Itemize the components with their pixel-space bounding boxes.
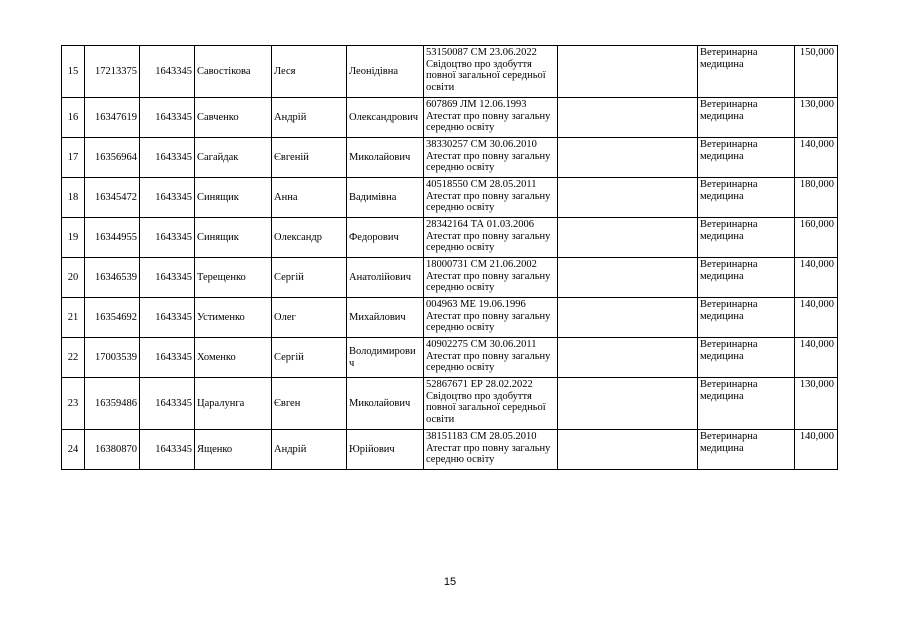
score-cell: 180,000 bbox=[795, 178, 838, 218]
last-name-cell: Хоменко bbox=[195, 338, 272, 378]
education-document-cell bbox=[424, 46, 558, 98]
program-code-cell: 1643345 bbox=[140, 98, 195, 138]
education-document-line: 53150087 СМ 23.06.2022 bbox=[426, 47, 537, 58]
table-row bbox=[62, 98, 838, 138]
program-code-cell: 1643345 bbox=[140, 218, 195, 258]
row-number-cell: 19 bbox=[62, 218, 85, 258]
education-document-line: Атестат про повну загальну bbox=[426, 190, 551, 202]
specialty-cell bbox=[698, 178, 795, 218]
first-name-cell: Сергій bbox=[272, 258, 347, 298]
first-name-cell: Олександр bbox=[272, 218, 347, 258]
row-number-cell: 23 bbox=[62, 378, 85, 430]
education-document-line: 18000731 СМ 21.06.2002 bbox=[426, 259, 537, 270]
applicants-table-wrapper bbox=[61, 45, 838, 470]
first-name-cell: Євген bbox=[272, 378, 347, 430]
score-cell: 140,000 bbox=[795, 258, 838, 298]
note-cell bbox=[558, 46, 698, 98]
specialty-line: медицина bbox=[700, 58, 744, 70]
education-document-cell bbox=[424, 258, 558, 298]
last-name-cell: Терещенко bbox=[195, 258, 272, 298]
applicant-id-cell: 17213375 bbox=[85, 46, 140, 98]
education-document-cell bbox=[424, 298, 558, 338]
page-number: 15 bbox=[443, 576, 457, 588]
program-code-cell: 1643345 bbox=[140, 46, 195, 98]
education-document-line: Атестат про повну загальну bbox=[426, 230, 551, 242]
note-cell bbox=[558, 178, 698, 218]
education-document-line: Атестат про повну загальну bbox=[426, 150, 551, 162]
note-cell bbox=[558, 258, 698, 298]
education-document-line: 004963 МЕ 19.06.1996 bbox=[426, 299, 526, 310]
score-cell: 160,000 bbox=[795, 218, 838, 258]
education-document-line: середню освіту bbox=[426, 454, 495, 465]
program-code-cell: 1643345 bbox=[140, 178, 195, 218]
education-document-line: Атестат про повну загальну bbox=[426, 310, 551, 322]
patronymic-cell: Леонідівна bbox=[347, 46, 424, 98]
row-number-cell: 24 bbox=[62, 430, 85, 470]
note-cell bbox=[558, 338, 698, 378]
score-cell: 130,000 bbox=[795, 98, 838, 138]
program-code-cell: 1643345 bbox=[140, 378, 195, 430]
education-document-line: 28342164 ТА 01.03.2006 bbox=[426, 219, 534, 230]
education-document-line: середню освіту bbox=[426, 322, 495, 333]
patronymic-cell: Олександрович bbox=[347, 98, 424, 138]
first-name-cell: Євгеній bbox=[272, 138, 347, 178]
program-code-cell: 1643345 bbox=[140, 430, 195, 470]
patronymic-cell: Федорович bbox=[347, 218, 424, 258]
patronymic-cell: Анатолійович bbox=[347, 258, 424, 298]
score-cell: 140,000 bbox=[795, 138, 838, 178]
specialty-cell bbox=[698, 98, 795, 138]
education-document-line: Атестат про повну загальну bbox=[426, 350, 551, 362]
specialty-line: Ветеринарна bbox=[700, 139, 758, 150]
program-code-cell: 1643345 bbox=[140, 138, 195, 178]
education-document-cell bbox=[424, 218, 558, 258]
education-document-line: середню освіту bbox=[426, 202, 495, 213]
specialty-cell bbox=[698, 430, 795, 470]
applicant-id-cell: 17003539 bbox=[85, 338, 140, 378]
education-document-line: 38151183 СМ 28.05.2010 bbox=[426, 431, 537, 442]
specialty-line: медицина bbox=[700, 310, 744, 322]
education-document-line: Атестат про повну загальну bbox=[426, 442, 551, 454]
education-document-line: середню освіту bbox=[426, 122, 495, 133]
last-name-cell: Савостікова bbox=[195, 46, 272, 98]
specialty-line: медицина bbox=[700, 350, 744, 362]
row-number-cell: 16 bbox=[62, 98, 85, 138]
first-name-cell: Сергій bbox=[272, 338, 347, 378]
patronymic-cell: Миколайович bbox=[347, 378, 424, 430]
table-row bbox=[62, 218, 838, 258]
last-name-cell: Устименко bbox=[195, 298, 272, 338]
table-row bbox=[62, 338, 838, 378]
patronymic-cell bbox=[347, 338, 424, 378]
education-document-line: освіти bbox=[426, 81, 455, 93]
applicant-id-cell: 16354692 bbox=[85, 298, 140, 338]
specialty-cell bbox=[698, 338, 795, 378]
education-document-cell bbox=[424, 98, 558, 138]
applicant-id-cell: 16347619 bbox=[85, 98, 140, 138]
education-document-line: 607869 ЛМ 12.06.1993 bbox=[426, 99, 527, 110]
education-document-line: 40902275 СМ 30.06.2011 bbox=[426, 339, 537, 350]
patronymic-cell: Михайлович bbox=[347, 298, 424, 338]
specialty-cell bbox=[698, 138, 795, 178]
note-cell bbox=[558, 218, 698, 258]
specialty-cell bbox=[698, 218, 795, 258]
education-document-cell bbox=[424, 430, 558, 470]
table-row bbox=[62, 378, 838, 430]
patronymic-cell: Миколайович bbox=[347, 138, 424, 178]
education-document-line: середню освіту bbox=[426, 242, 495, 253]
row-number-cell: 17 bbox=[62, 138, 85, 178]
score-cell: 130,000 bbox=[795, 378, 838, 430]
specialty-cell bbox=[698, 258, 795, 298]
specialty-line: медицина bbox=[700, 230, 744, 242]
program-code-cell: 1643345 bbox=[140, 258, 195, 298]
last-name-cell: Сагайдак bbox=[195, 138, 272, 178]
score-cell: 150,000 bbox=[795, 46, 838, 98]
first-name-cell: Леся bbox=[272, 46, 347, 98]
applicant-id-cell: 16346539 bbox=[85, 258, 140, 298]
specialty-cell bbox=[698, 46, 795, 98]
score-cell: 140,000 bbox=[795, 338, 838, 378]
education-document-cell bbox=[424, 338, 558, 378]
education-document-line: середню освіту bbox=[426, 362, 495, 373]
first-name-cell: Андрій bbox=[272, 98, 347, 138]
score-cell: 140,000 bbox=[795, 298, 838, 338]
first-name-cell: Олег bbox=[272, 298, 347, 338]
row-number-cell: 20 bbox=[62, 258, 85, 298]
program-code-cell: 1643345 bbox=[140, 338, 195, 378]
note-cell bbox=[558, 298, 698, 338]
row-number-cell: 18 bbox=[62, 178, 85, 218]
patronymic-line: Володимирови bbox=[349, 346, 416, 357]
education-document-line: Атестат про повну загальну bbox=[426, 270, 551, 282]
first-name-cell: Андрій bbox=[272, 430, 347, 470]
table-row bbox=[62, 258, 838, 298]
specialty-cell bbox=[698, 298, 795, 338]
note-cell bbox=[558, 98, 698, 138]
applicant-id-cell: 16359486 bbox=[85, 378, 140, 430]
applicant-id-cell: 16345472 bbox=[85, 178, 140, 218]
specialty-line: Ветеринарна bbox=[700, 339, 758, 350]
last-name-cell: Синящик bbox=[195, 218, 272, 258]
row-number-cell: 15 bbox=[62, 46, 85, 98]
note-cell bbox=[558, 378, 698, 430]
education-document-line: повної загальної середньої bbox=[426, 70, 546, 81]
specialty-line: Ветеринарна bbox=[700, 379, 758, 390]
specialty-line: Ветеринарна bbox=[700, 299, 758, 310]
specialty-line: медицина bbox=[700, 270, 744, 282]
specialty-cell bbox=[698, 378, 795, 430]
score-cell: 140,000 bbox=[795, 430, 838, 470]
specialty-line: медицина bbox=[700, 110, 744, 122]
program-code-cell: 1643345 bbox=[140, 298, 195, 338]
education-document-cell bbox=[424, 378, 558, 430]
table-body bbox=[62, 46, 838, 470]
education-document-line: Свідоцтво про здобуття bbox=[426, 390, 532, 402]
note-cell bbox=[558, 430, 698, 470]
education-document-line: освіти bbox=[426, 413, 455, 425]
last-name-cell: Синящик bbox=[195, 178, 272, 218]
education-document-cell bbox=[424, 178, 558, 218]
education-document-line: Свідоцтво про здобуття bbox=[426, 58, 532, 70]
last-name-cell: Савченко bbox=[195, 98, 272, 138]
education-document-line: 38330257 СМ 30.06.2010 bbox=[426, 139, 537, 150]
patronymic-cell: Юрійович bbox=[347, 430, 424, 470]
specialty-line: Ветеринарна bbox=[700, 179, 758, 190]
education-document-line: середню освіту bbox=[426, 162, 495, 173]
applicant-id-cell: 16380870 bbox=[85, 430, 140, 470]
table-row bbox=[62, 298, 838, 338]
education-document-line: Атестат про повну загальну bbox=[426, 110, 551, 122]
education-document-line: 40518550 СМ 28.05.2011 bbox=[426, 179, 537, 190]
row-number-cell: 22 bbox=[62, 338, 85, 378]
specialty-line: Ветеринарна bbox=[700, 47, 758, 58]
education-document-line: середню освіту bbox=[426, 282, 495, 293]
table-row bbox=[62, 178, 838, 218]
education-document-line: 52867671 ЕР 28.02.2022 bbox=[426, 379, 533, 390]
row-number-cell: 21 bbox=[62, 298, 85, 338]
specialty-line: Ветеринарна bbox=[700, 431, 758, 442]
applicants-table bbox=[61, 45, 838, 470]
specialty-line: Ветеринарна bbox=[700, 99, 758, 110]
last-name-cell: Ященко bbox=[195, 430, 272, 470]
table-row bbox=[62, 138, 838, 178]
first-name-cell: Анна bbox=[272, 178, 347, 218]
specialty-line: Ветеринарна bbox=[700, 259, 758, 270]
table-row bbox=[62, 46, 838, 98]
applicant-id-cell: 16356964 bbox=[85, 138, 140, 178]
education-document-cell bbox=[424, 138, 558, 178]
patronymic-cell: Вадимівна bbox=[347, 178, 424, 218]
patronymic-line: ч bbox=[349, 357, 355, 369]
education-document-line: повної загальної середньої bbox=[426, 402, 546, 413]
specialty-line: медицина bbox=[700, 190, 744, 202]
last-name-cell: Царалунга bbox=[195, 378, 272, 430]
note-cell bbox=[558, 138, 698, 178]
specialty-line: медицина bbox=[700, 442, 744, 454]
specialty-line: медицина bbox=[700, 150, 744, 162]
table-row bbox=[62, 430, 838, 470]
applicant-id-cell: 16344955 bbox=[85, 218, 140, 258]
specialty-line: медицина bbox=[700, 390, 744, 402]
specialty-line: Ветеринарна bbox=[700, 219, 758, 230]
